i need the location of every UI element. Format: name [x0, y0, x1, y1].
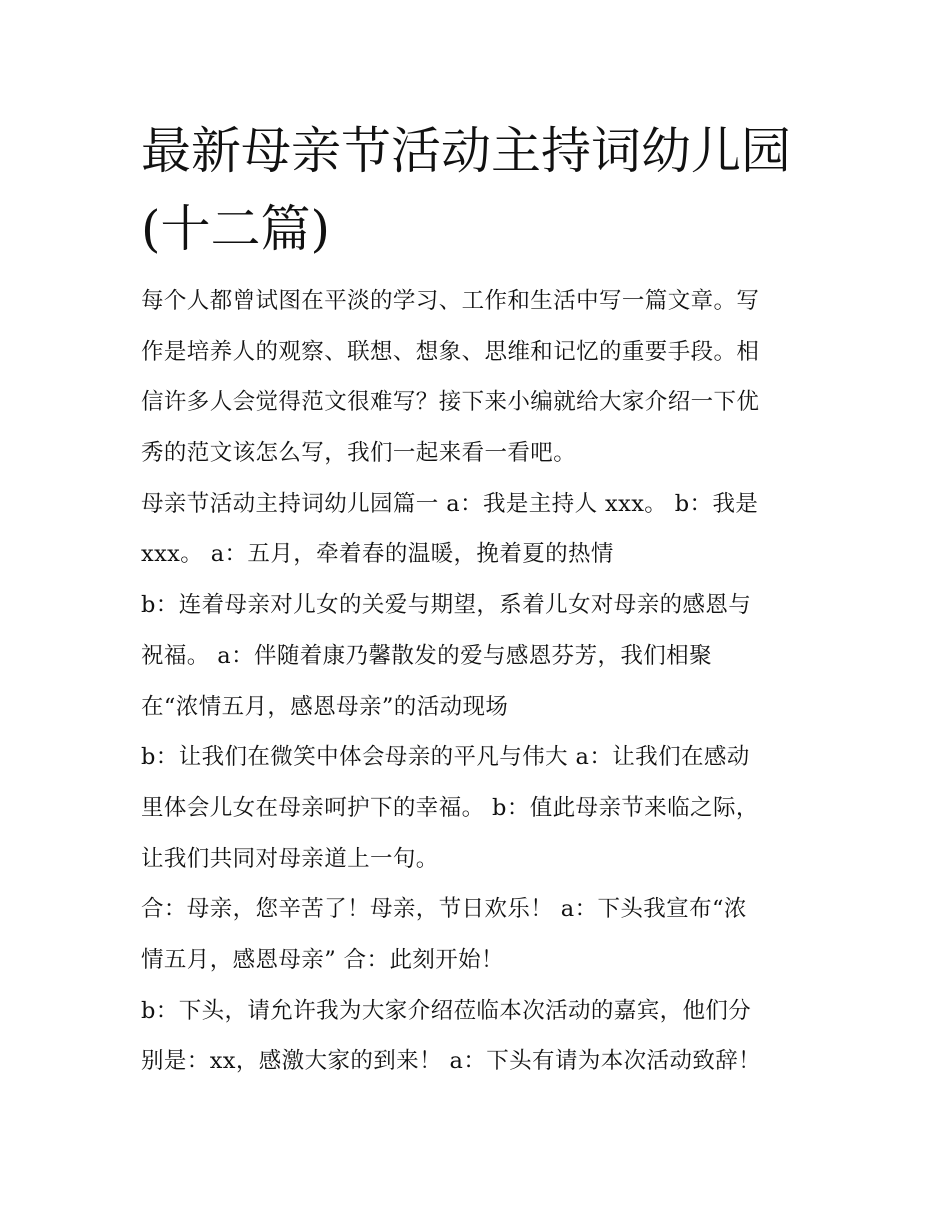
body-line: 在“浓情五月，感恩母亲”的活动现场	[141, 693, 509, 720]
body-line: 作是培养人的观察、联想、想象、思维和记忆的重要手段。相	[141, 338, 760, 365]
document-title	[141, 112, 831, 268]
body-line: 每个人都曾试图在平淡的学习、工作和生活中写一篇文章。写	[141, 288, 760, 314]
body-line: 合：母亲，您辛苦了！母亲，节日欢乐！ a：下头我宣布“浓	[141, 896, 747, 923]
document-body	[141, 276, 831, 1087]
body-line: 里体会儿女在母亲呵护下的幸福。 b：值此母亲节来临之际，	[141, 794, 759, 821]
title-line: (十二篇)	[141, 200, 331, 258]
body-line: b：让我们在微笑中体会母亲的平凡与伟大 a：让我们在感动	[141, 744, 750, 771]
title-line: 最新母亲节活动主持词幼儿园	[141, 122, 791, 180]
body-line: 别是：xx，感激大家的到来！ a：下头有请为本次活动致辞！	[141, 1048, 762, 1075]
body-line: 母亲节活动主持词幼儿园篇一 a：我是主持人 xxx。 b：我是	[141, 490, 759, 517]
body-line: 祝福。 a：伴随着康乃馨散发的爱与感恩芬芳，我们相聚	[141, 642, 712, 669]
body-line: b：连着母亲对儿女的关爱与期望，系着儿女对母亲的感恩与	[141, 592, 752, 619]
body-line: 情五月，感恩母亲” 合：此刻开始！	[141, 946, 504, 973]
body-line: 让我们共同对母亲道上一句。	[141, 845, 439, 872]
body-line: 信许多人会觉得范文很难写？接下来小编就给大家介绍一下优	[141, 389, 760, 416]
body-line: 秀的范文该怎么写，我们一起来看一看吧。	[141, 440, 577, 467]
body-line: xxx。 a：五月，牵着春的温暖，挽着夏的热情	[141, 541, 614, 568]
body-line: b：下头，请允许我为大家介绍莅临本次活动的嘉宾，他们分	[141, 997, 752, 1024]
